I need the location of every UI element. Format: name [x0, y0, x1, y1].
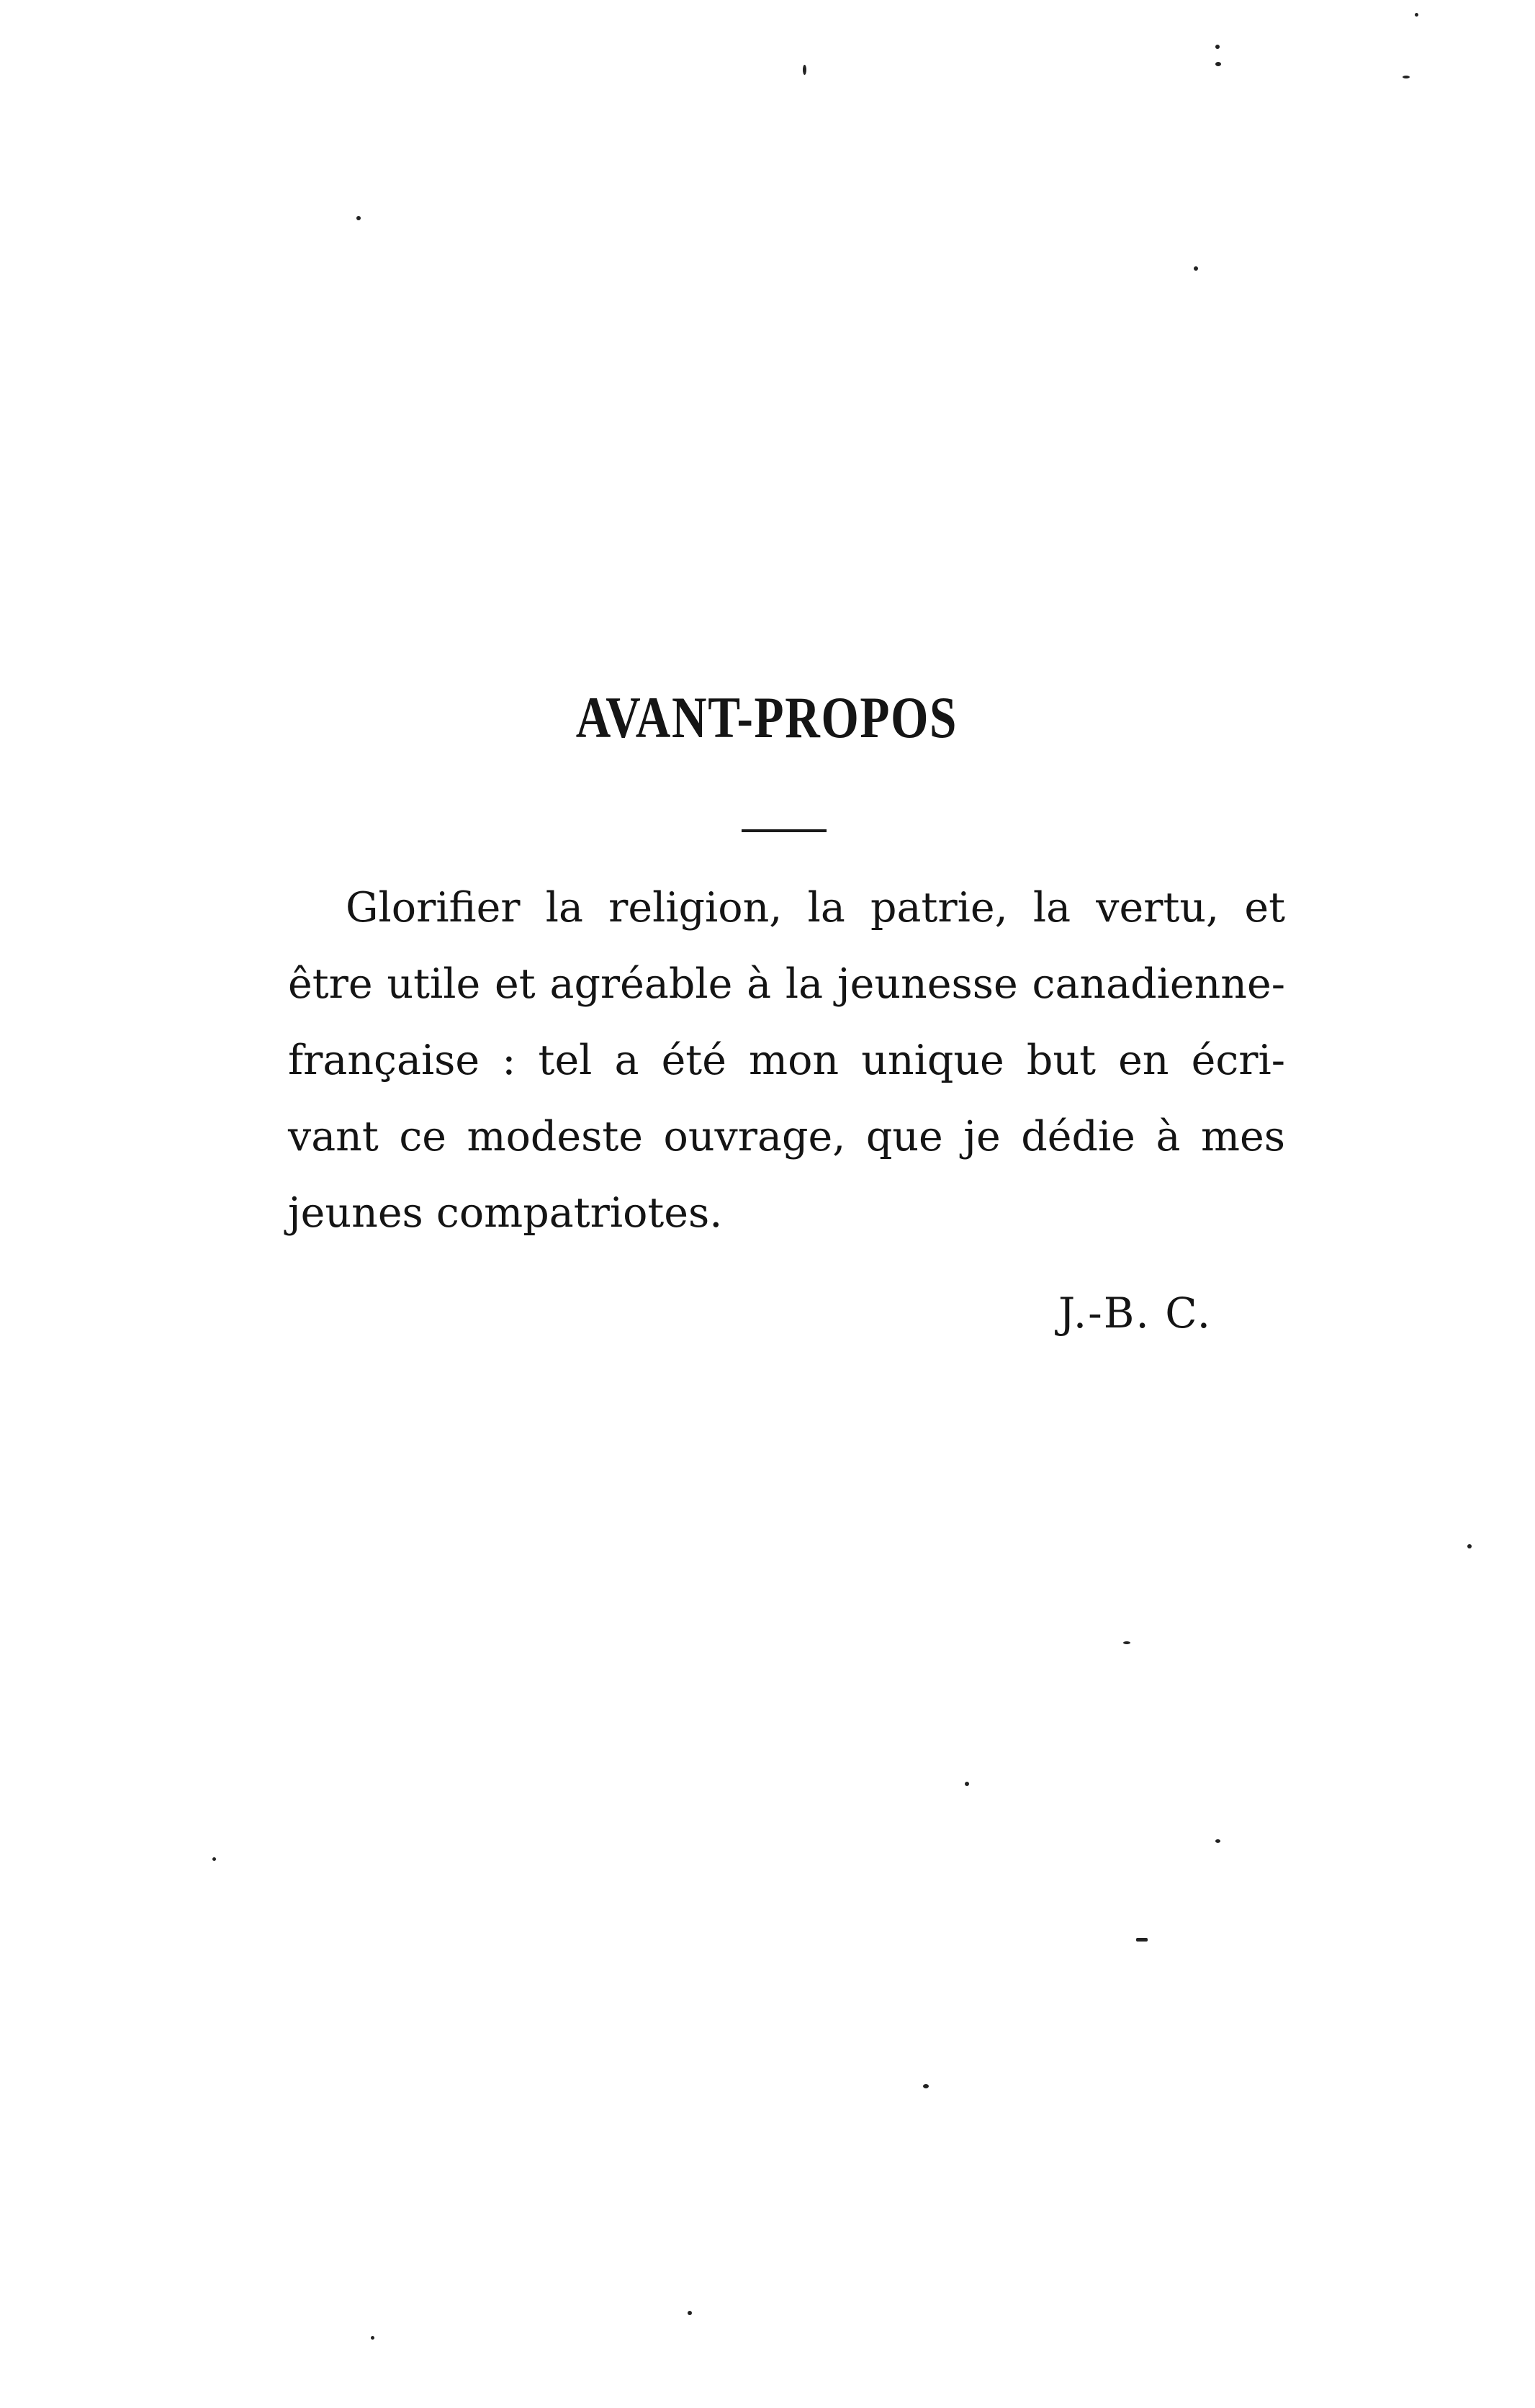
- page-title: AVANT-PROPOS: [575, 685, 958, 750]
- scan-speck: [1194, 266, 1198, 271]
- foreword-paragraph: [288, 870, 1285, 1251]
- paragraph-line: Glorifier la religion, la patrie, la vertu, et: [346, 884, 1285, 932]
- scan-speck: [803, 65, 806, 75]
- scan-speck: [1403, 76, 1410, 78]
- scan-speck: [1123, 1641, 1130, 1644]
- scan-speck: [1136, 1938, 1148, 1942]
- paragraph-line: française : tel a été mon unique but en écri-: [288, 1037, 1285, 1084]
- paragraph-line: être utile et agréable à la jeunesse canadienne-: [288, 960, 1285, 1008]
- scan-speck: [371, 2336, 374, 2340]
- scan-speck: [965, 1782, 969, 1786]
- scan-speck: [923, 2084, 929, 2088]
- paragraph-line: vant ce modeste ouvrage, que je dédie à mes: [288, 1113, 1285, 1160]
- scan-speck: [1467, 1544, 1472, 1548]
- scan-speck: [688, 2311, 692, 2315]
- author-signature: J.-B. C.: [1058, 1289, 1212, 1338]
- scan-speck: [356, 216, 361, 220]
- scan-speck: [1215, 45, 1220, 49]
- scan-speck: [212, 1857, 216, 1861]
- scan-speck: [1415, 13, 1418, 17]
- title-divider: [742, 829, 827, 832]
- scan-speck: [1215, 1839, 1220, 1843]
- scan-speck: [1215, 62, 1221, 66]
- paragraph-line: jeunes compatriotes.: [288, 1189, 723, 1237]
